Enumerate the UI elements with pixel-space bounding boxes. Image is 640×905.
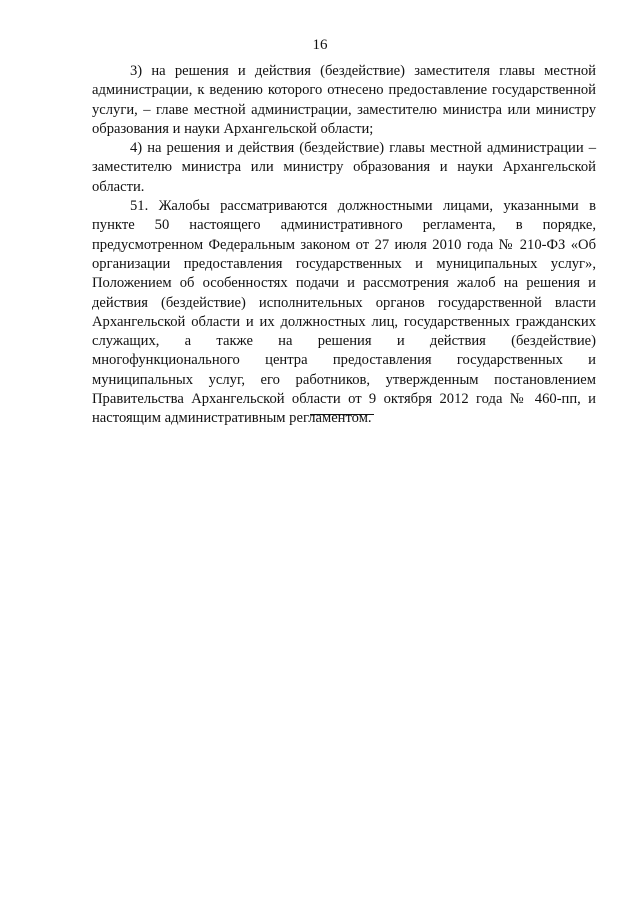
end-separator-line [310, 414, 374, 415]
paragraph-item-3: 3) на решения и действия (бездействие) заместителя главы местной администрации, к ведению которого отнесено предоставление государственной услуги, – главе местной администрации, заместителю министра или министру образования и науки Архангельской области; [92, 63, 596, 137]
document-body [92, 62, 596, 429]
paragraph-51: 51. Жалобы рассматриваются должностными лицами, указанными в пункте 50 настоящего административного регламента, в порядке, предусмотренном Федеральным законом от 27 июля 2010 года № 210-ФЗ «Об организации предоставления государственных и муниципальных услуг», Положением об особенностях подачи и рассмотрения жалоб на решения и действия (бездействие) исполнительных органов государственной власти Архангельской области и их должностных лиц, государственных гражданских служащих, а также на решения и действия (бездействие) многофункционального центра предоставления государственных и муниципальных услуг, его работников, утвержденным постановлением Правительства Архангельской области от 9 октября 2012 года № 460-пп, и настоящим административным регламентом. [92, 198, 596, 427]
paragraph-item-4: 4) на решения и действия (бездействие) главы местной администрации – заместителю министра или министру образования и науки Архангельской области. [92, 140, 596, 195]
page-number: 16 [312, 37, 328, 53]
